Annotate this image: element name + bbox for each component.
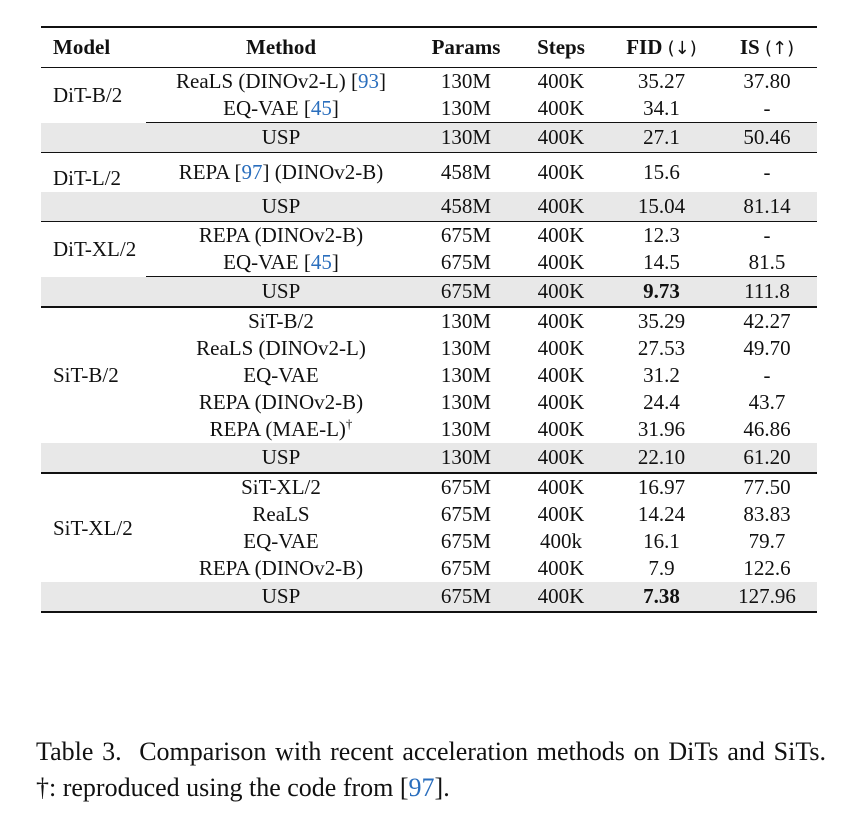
params-cell: 675M (440, 250, 492, 274)
method-text: ] (331, 250, 339, 274)
steps-cell: 400K (516, 123, 606, 153)
is-cell: 122.6 (743, 556, 791, 580)
header-steps: Steps (516, 27, 606, 68)
steps-cell: 400K (537, 363, 585, 387)
model-cell: DiT-XL/2 (53, 236, 137, 261)
is-cell: - (763, 363, 771, 387)
method-text: EQ-VAE [ (223, 250, 311, 274)
citation-link[interactable]: 45 (310, 250, 332, 274)
is-cell: - (763, 223, 771, 247)
is-cell: 37.80 (743, 69, 791, 93)
header-method: Method (146, 27, 416, 68)
method-cell (146, 153, 416, 193)
is-cell: 49.70 (743, 336, 791, 360)
method-cell: USP (146, 192, 416, 222)
model-cell-empty (41, 123, 146, 153)
steps-cell: 400K (537, 160, 585, 184)
method-cell (146, 416, 416, 443)
table-row (41, 95, 817, 123)
fid-cell: 22.10 (606, 443, 717, 473)
table-row (41, 222, 817, 250)
steps-cell: 400K (537, 475, 585, 499)
is-cell: - (763, 96, 771, 120)
usp-row (41, 123, 817, 153)
table-row (41, 249, 817, 277)
method-cell: REPA (DINOv2-B) (198, 390, 364, 414)
fid-cell: 31.2 (643, 363, 680, 387)
method-cell: ReaLS (DINOv2-L) (196, 336, 366, 360)
citation-link[interactable]: 97 (408, 773, 435, 802)
table-row (41, 307, 817, 335)
fid-cell-best: 7.38 (606, 582, 717, 612)
fid-cell: 15.04 (606, 192, 717, 222)
is-cell: 83.83 (743, 502, 791, 526)
method-cell: USP (146, 582, 416, 612)
params-cell: 130M (440, 96, 492, 120)
steps-cell: 400K (537, 417, 585, 441)
method-cell: SiT-XL/2 (241, 475, 321, 499)
steps-cell: 400K (537, 390, 585, 414)
params-cell: 675M (416, 582, 516, 612)
method-cell: ReaLS (252, 502, 310, 526)
is-cell: 81.14 (717, 192, 817, 222)
header-row (41, 27, 817, 68)
steps-cell: 400K (537, 556, 585, 580)
params-cell: 130M (416, 443, 516, 473)
is-cell: 127.96 (717, 582, 817, 612)
caption-text: Comparison with recent acceleration methods on DiTs and SiTs. †: reproduced using the code from [ (36, 737, 827, 802)
is-cell: 81.5 (748, 250, 786, 274)
table-row (41, 416, 817, 443)
method-cell: USP (146, 123, 416, 153)
table-row (41, 362, 817, 389)
method-text: ] (DINOv2-B) (262, 160, 384, 184)
usp-row (41, 192, 817, 222)
model-cell: SiT-B/2 (53, 363, 119, 387)
params-cell: 675M (440, 502, 492, 526)
usp-row (41, 582, 817, 612)
table-row (41, 389, 817, 416)
is-cell: 43.7 (748, 390, 786, 414)
table-row (41, 501, 817, 528)
is-cell: 61.20 (717, 443, 817, 473)
caption-text-end: ]. (434, 773, 450, 802)
is-cell: 111.8 (717, 277, 817, 308)
table-row (41, 528, 817, 555)
steps-cell: 400K (537, 309, 585, 333)
fid-cell: 16.97 (637, 475, 686, 499)
down-arrow-icon: (↓) (667, 38, 697, 59)
is-cell: - (763, 160, 771, 184)
table-row (41, 473, 817, 501)
header-is-label: IS (739, 35, 760, 59)
fid-cell-best: 9.73 (606, 277, 717, 308)
method-cell: SiT-B/2 (248, 309, 314, 333)
method-cell: EQ-VAE (243, 529, 319, 553)
is-cell: 79.7 (748, 529, 786, 553)
fid-cell: 12.3 (643, 223, 680, 247)
params-cell: 130M (440, 417, 492, 441)
table-caption (36, 734, 826, 806)
fid-cell: 34.1 (643, 96, 680, 120)
steps-cell: 400K (516, 582, 606, 612)
params-cell: 458M (416, 192, 516, 222)
params-cell: 675M (440, 529, 492, 553)
steps-cell: 400K (537, 223, 585, 247)
params-cell: 130M (440, 69, 492, 93)
header-fid-label: FID (626, 35, 663, 59)
params-cell: 675M (440, 223, 492, 247)
params-cell: 675M (416, 277, 516, 308)
model-cell-empty (41, 443, 146, 473)
fid-cell: 31.96 (637, 417, 686, 441)
header-fid (606, 27, 717, 68)
params-cell: 130M (440, 336, 492, 360)
method-cell: REPA (DINOv2-B) (198, 556, 364, 580)
method-text: ] (331, 96, 339, 120)
steps-cell: 400K (537, 336, 585, 360)
method-cell (146, 95, 416, 123)
fid-cell: 24.4 (643, 390, 680, 414)
citation-link[interactable]: 45 (310, 96, 332, 120)
method-text: ReaLS (DINOv2-L) [ (176, 69, 358, 93)
fid-cell: 16.1 (643, 529, 680, 553)
method-cell: USP (146, 443, 416, 473)
method-cell (146, 68, 416, 96)
params-cell: 675M (440, 556, 492, 580)
model-cell: DiT-B/2 (53, 82, 123, 107)
method-text: EQ-VAE [ (223, 96, 311, 120)
model-cell-empty (41, 192, 146, 222)
fid-cell: 27.53 (637, 336, 686, 360)
method-cell: EQ-VAE (243, 363, 319, 387)
header-params: Params (416, 27, 516, 68)
header-is (717, 27, 817, 68)
fid-cell: 7.9 (648, 556, 675, 580)
is-cell: 77.50 (743, 475, 791, 499)
fid-cell: 35.27 (637, 69, 686, 93)
steps-cell: 400k (540, 529, 582, 553)
fid-cell: 14.24 (637, 502, 686, 526)
steps-cell: 400K (537, 250, 585, 274)
fid-cell: 27.1 (606, 123, 717, 153)
params-cell: 130M (440, 390, 492, 414)
fid-cell: 35.29 (637, 309, 686, 333)
caption-label: Table 3. (36, 737, 122, 766)
params-cell: 458M (440, 160, 492, 184)
table-row (41, 335, 817, 362)
params-cell: 130M (416, 123, 516, 153)
fid-cell: 14.5 (643, 250, 680, 274)
steps-cell: 400K (537, 96, 585, 120)
model-cell: DiT-L/2 (53, 166, 122, 190)
steps-cell: 400K (537, 69, 585, 93)
model-cell-empty (41, 582, 146, 612)
results-table (41, 26, 817, 613)
method-cell (146, 249, 416, 277)
citation-link[interactable]: 93 (357, 69, 379, 93)
is-cell: 50.46 (717, 123, 817, 153)
params-cell: 130M (440, 309, 492, 333)
up-arrow-icon: (↑) (764, 38, 795, 59)
steps-cell: 400K (516, 277, 606, 308)
table-row (41, 555, 817, 582)
citation-link[interactable]: 97 (241, 160, 263, 184)
method-text: ] (378, 69, 386, 93)
steps-cell: 400K (537, 502, 585, 526)
dagger-mark: † (345, 416, 353, 431)
fid-cell: 15.6 (643, 160, 680, 184)
model-cell: SiT-XL/2 (53, 515, 133, 540)
steps-cell: 400K (516, 443, 606, 473)
params-cell: 675M (440, 475, 492, 499)
is-cell: 42.27 (743, 309, 791, 333)
model-cell-empty (41, 277, 146, 308)
method-text: REPA [ (178, 160, 242, 184)
table-row (41, 68, 817, 96)
header-model: Model (41, 27, 146, 68)
table-row (41, 153, 817, 193)
method-cell: REPA (DINOv2-B) (198, 223, 364, 247)
usp-row (41, 277, 817, 308)
params-cell: 130M (440, 363, 492, 387)
usp-row (41, 443, 817, 473)
steps-cell: 400K (516, 192, 606, 222)
is-cell: 46.86 (743, 417, 791, 441)
method-cell: USP (146, 277, 416, 308)
method-text: REPA (MAE-L) (209, 417, 346, 441)
